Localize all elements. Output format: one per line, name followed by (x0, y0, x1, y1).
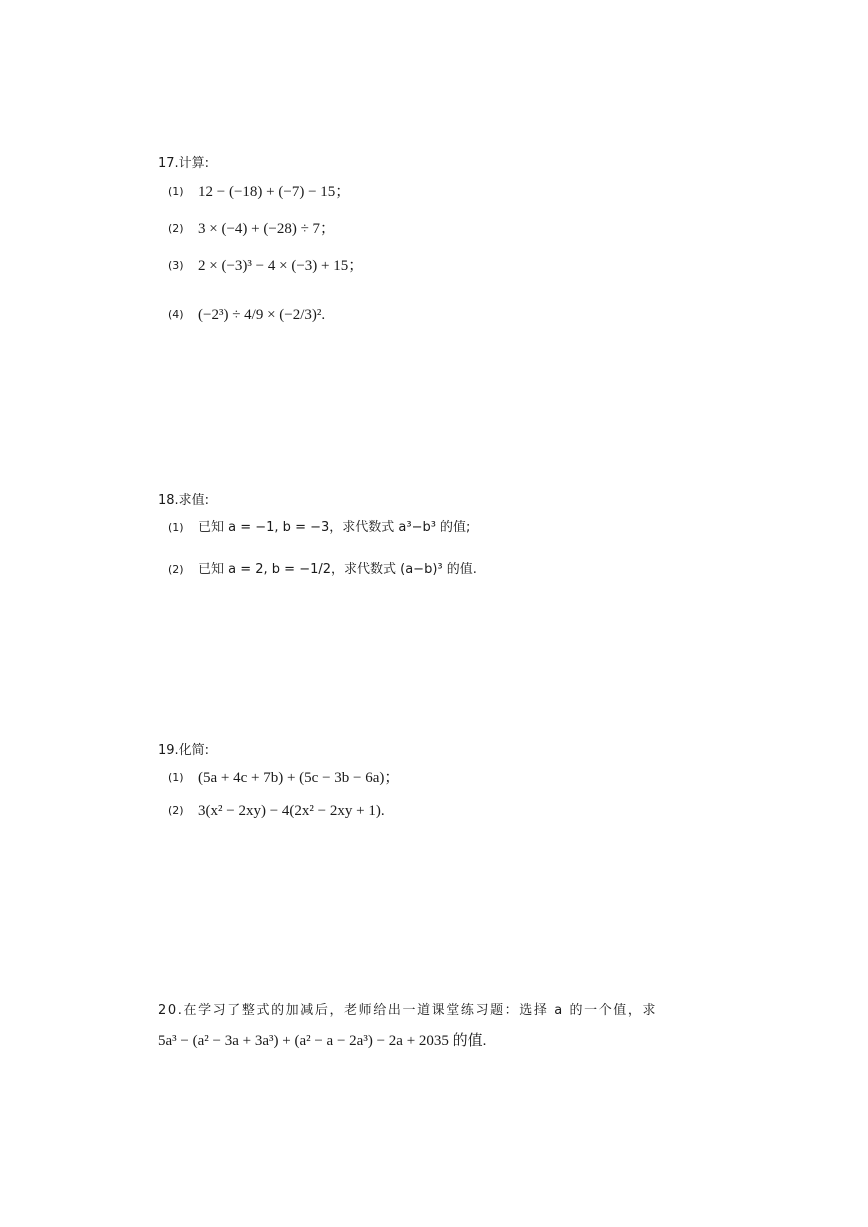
q17-item-3-number: (3) (168, 259, 184, 272)
q17-item-2-expression: 3 × (−4) + (−28) ÷ 7； (198, 221, 336, 237)
q18-item-1-text: 已知 a = −1, b = −3，求代数式 a³−b³ 的值; (198, 520, 471, 535)
q17-item-4-number: (4) (168, 308, 184, 321)
q18-heading: 18.求值: (158, 493, 210, 508)
q18-item-2 (168, 560, 477, 580)
q20-line-2: 5a³ − (a² − 3a + 3a³) + (a² − a − 2a³) − 2a + 2035 的值. (158, 1033, 487, 1049)
q19-item-1-number: (1) (168, 771, 184, 784)
q19-item-2 (168, 801, 385, 821)
q17-item-3 (168, 256, 363, 276)
q18-item-2-number: (2) (168, 563, 184, 576)
q17-item-3-expression: 2 × (−3)³ − 4 × (−3) + 15； (198, 258, 364, 274)
q17-item-2-number: (2) (168, 222, 184, 235)
q19-heading: 19.化简: (158, 743, 210, 758)
q19-item-1-expression: (5a + 4c + 7b) + (5c − 3b − 6a)； (198, 770, 400, 786)
q17-item-1-number: (1) (168, 185, 184, 198)
q19-item-1 (168, 768, 399, 788)
q17-item-1 (168, 182, 350, 202)
q17-item-4 (168, 305, 325, 325)
q20-line-1: 20.在学习了整式的加减后，老师给出一道课堂练习题：选择 a 的一个值，求 (158, 1003, 658, 1018)
q18-item-2-text: 已知 a = 2, b = −1/2，求代数式 (a−b)³ 的值. (198, 562, 477, 577)
q17-heading: 17.计算: (158, 156, 210, 171)
q18-item-1 (168, 518, 470, 538)
q17-item-2 (168, 219, 335, 239)
q19-item-2-expression: 3(x² − 2xy) − 4(2x² − 2xy + 1). (198, 803, 385, 819)
q17-item-1-expression: 12 − (−18) + (−7) − 15； (198, 184, 351, 200)
q18-item-1-number: (1) (168, 521, 184, 534)
q17-item-4-expression: (−2³) ÷ 4/9 × (−2/3)². (198, 307, 326, 323)
q19-item-2-number: (2) (168, 804, 184, 817)
